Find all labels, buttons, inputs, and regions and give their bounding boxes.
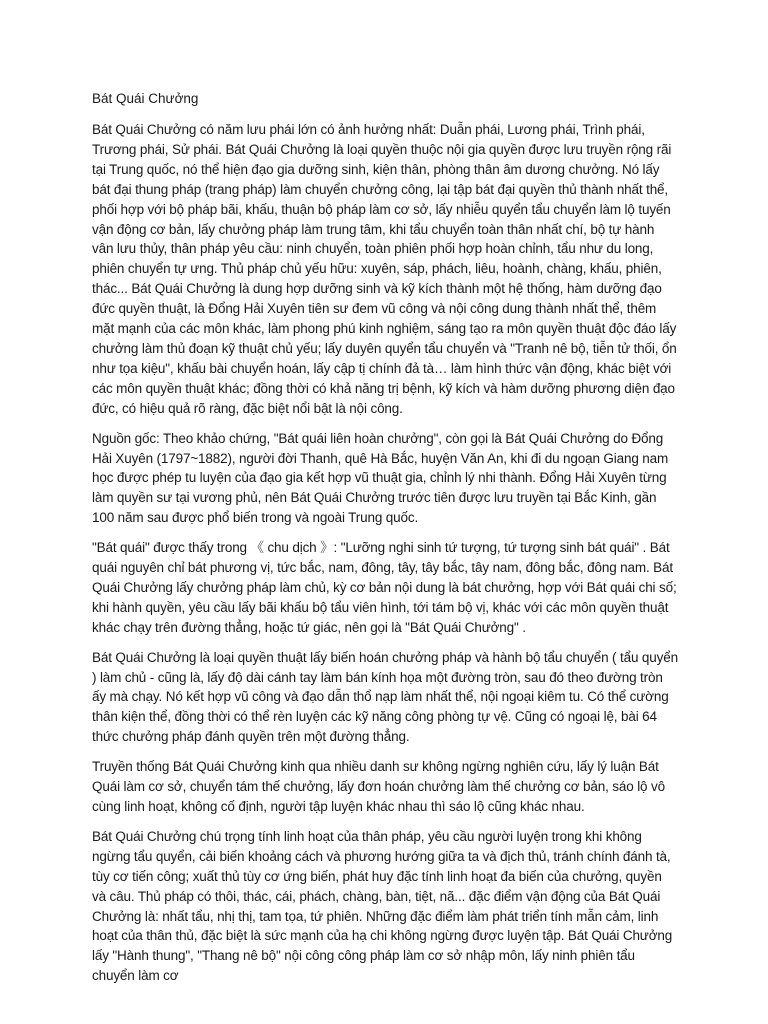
document-title: Bát Quái Chưởng bbox=[92, 91, 199, 106]
paragraph-5: Truyền thống Bát Quái Chưởng kinh qua nhiều danh sư không ngừng nghiên cứu, lấy lý luận Bát Quái làm cơ sở, chuyển tám thế chưởng, lấy đơn hoán chưởng làm thế chưởng cơ bản, sáo lộ vô cùng linh hoạt, không cố định, người tập luyện khác nhau thì sáo lộ cũng khác nhau. bbox=[92, 759, 665, 814]
paragraph-3: "Bát quái" được thấy trong 《 chu dịch 》: "Lưỡng nghi sinh tứ tượng, tứ tượng sinh bát quái" . Bát quái nguyên chỉ bát phương vị, tức bắc, nam, đông, tây, tây bắc, tây nam, đông bắc, đông nam. Bát Quái Chưởng lấy chưởng pháp làm chủ, kỳ cơ bản nội dung là bát chưởng, hợp với Bát quái chi số; khi hành quyền, yêu cầu lấy bãi khấu bộ tẩu viên hình, tới tám bộ vị, khác với các môn quyền thuật khác chạy trên đường thẳng, hoặc tứ giác, nên gọi là "Bát Quái Chưởng" . bbox=[92, 540, 677, 635]
paragraph-1: Bát Quái Chưởng có năm lưu phái lớn có ảnh hưởng nhất: Duẫn phái, Lương phái, Trình phái, Trương phái, Sử phái. Bát Quái Chưởng là loại quyền thuộc nội gia quyền được lưu truyền rộng rãi tại Trung quốc, nó thể hiện đạo gia dưỡng sinh, kiện thân, phòng thân âm dương chưởng. Nó lấy bát đại thung pháp (trang pháp) làm chuyển chưởng công, lại tập bát đại quyền thủ thành nhất thể, phối hợp với bộ pháp bãi, khấu, thuận bộ pháp làm cơ sở, lấy nhiễu quyển tẩu chuyển làm lộ tuyến vận động cơ bản, lấy chưởng pháp làm trung tâm, khi tẩu chuyển toàn thân nhất chí, bộ tự hành vân lưu thủy, thân pháp yêu cầu: ninh chuyển, toàn phiên phối hợp hoàn chỉnh, tẩu như du long, phiên chuyển tự ưng. Thủ pháp chủ yếu hữu: xuyên, sáp, phách, liêu, hoành, chàng, khấu, phiên, thác... Bát Quái Chưởng là dung hợp dưỡng sinh và kỹ kích thành một hệ thống, hàm dưỡng đạo đức quyền thuật, là Đổng Hải Xuyên tiên sư đem vũ công và nội công dung thành nhất thể, thêm mặt mạnh của các môn khác, làm phong phú kinh nghiệm, sáng tạo ra môn quyền thuật độc đáo lấy chưởng làm thủ đoạn kỹ thuật chủ yếu; lấy duyên quyển tẩu chuyển và "Tranh nê bộ, tiễn tử thối, ổn như tọa kiệu", khấu bài chuyển hoán, lấy cập tị chính đả tà… làm hình thức vận động, khác biệt với các môn quyền thuật khác; đồng thời có khả năng trị bệnh, kỹ kích và hàm dưỡng phương diện đạo đức, có hiệu quả rõ ràng, đặc biệt nổi bật là nội công. bbox=[92, 122, 677, 416]
paragraph-2: Nguồn gốc: Theo khảo chứng, "Bát quái liên hoàn chưởng", còn gọi là Bát Quái Chưởng do Đổng Hải Xuyên (1797~1882), người đời Thanh, quê Hà Bắc, huyện Văn An, khi đi du ngoạn Giang nam học được phép tu luyện của đạo gia kết hợp vũ thuật gia, chỉnh lý nhi thành. Đổng Hải Xuyên từng làm quyền sư tại vương phủ, nên Bát Quái Chưởng trước tiên được lưu truyền tại Bắc Kinh, gần 100 năm sau được phổ biến trong và ngoài Trung quốc. bbox=[92, 430, 669, 526]
paragraph-6: Bát Quái Chưởng chú trọng tính linh hoạt của thân pháp, yêu cầu người luyện trong khi không ngừng tẩu quyển, cải biến khoảng cách và phương hướng giữa ta và địch thủ, tránh chính đánh tà, tùy cơ tiến công; xuất thủ tùy cơ ứng biến, phát huy đặc tính linh hoạt đa biến của chưởng, quyền và câu. Thủ pháp có thôi, thác, cái, phách, chàng, bàn, tiệt, nã... đặc điểm vận động của Bát Quái Chưởng là: nhất tẩu, nhị thị, tam tọa, tứ phiên. Những đặc điểm làm phát triển tính mẫn cảm, linh hoạt của thân thủ, đặc biệt là sức mạnh của hạ chi không ngừng được luyện tập. Bát Quái Chưởng lấy "Hành thung", "Thang nê bộ" nội công công pháp làm cơ sở nhập môn, lấy ninh phiên tẩu chuyển làm cơ bbox=[92, 828, 673, 984]
paragraph-4: Bát Quái Chưởng là loại quyền thuật lấy biến hoán chưởng pháp và hành bộ tẩu chuyển ( tẩu quyển ) làm chủ - cũng là, lấy độ dài cánh tay làm bán kính họa một đường tròn, sau đó theo đường tròn ấy mà chạy. Nó kết hợp vũ công và đạo dẫn thổ nạp làm nhất thể, nội ngoại kiêm tu. Có thể cường thân kiện thể, đồng thời có thể rèn luyện các kỹ năng công phòng tự vệ. Cũng có ngoại lệ, bài 64 thức chưởng pháp đánh quyền trên một đường thẳng. bbox=[92, 649, 678, 745]
